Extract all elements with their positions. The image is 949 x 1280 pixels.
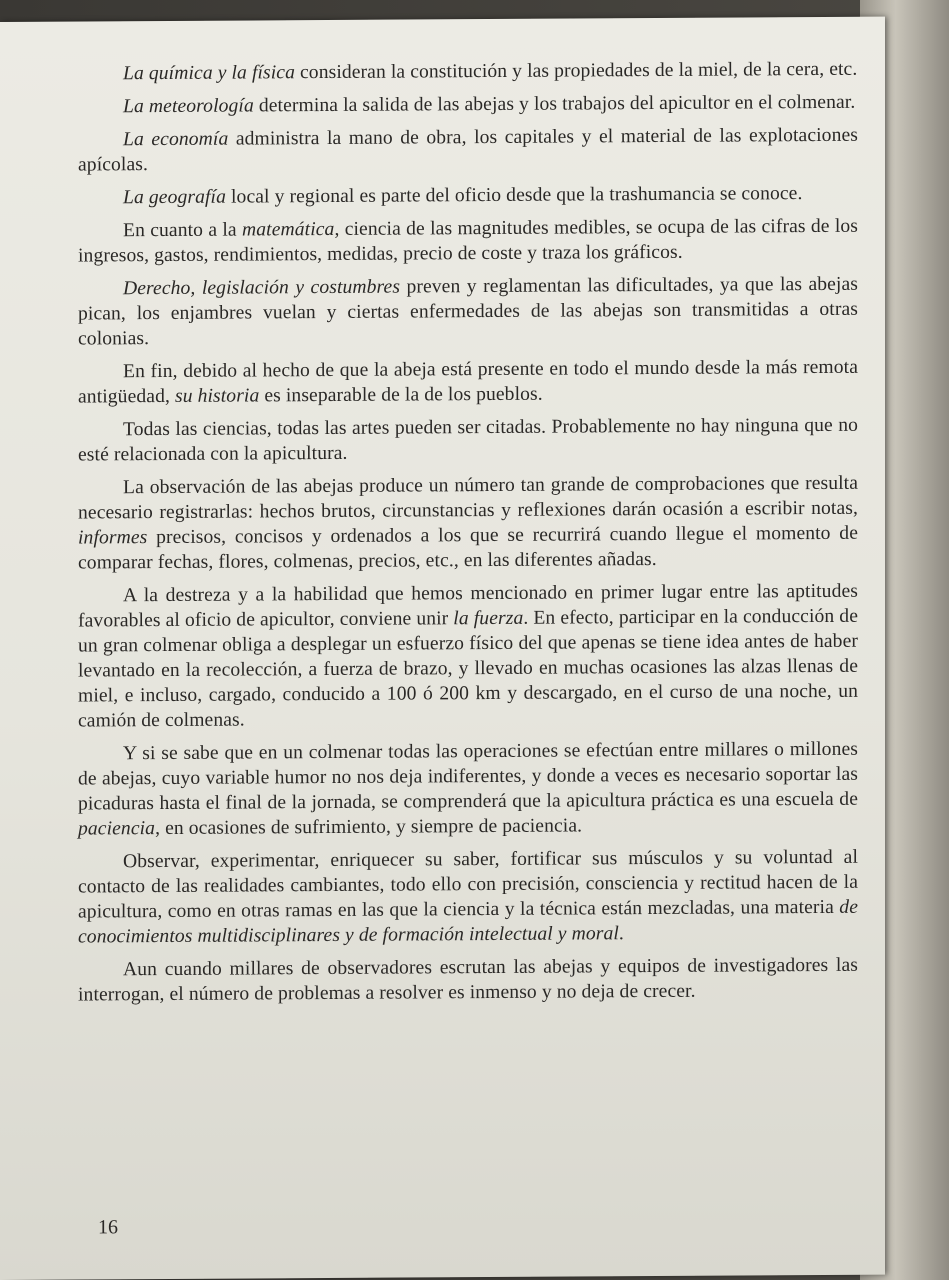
paragraph-text: En fin, debido al hecho de que la abeja está presente en todo el mundo desde la más remota antigüedad,	[78, 356, 858, 408]
paragraph	[78, 953, 858, 1008]
paragraph-text: consideran la constitución y las propiedades de la miel, de la cera, etc.	[295, 58, 858, 84]
paragraph-text: , ciencia de las magnitudes medibles, se ocupa de las cifras de los ingresos, gastos, rendimientos, medidas, precio de coste y traza los gráficos.	[78, 215, 858, 267]
italic-text: su historia	[174, 385, 260, 407]
paragraph-text: determina la salida de las abejas y los trabajos del apicultor en el colmenar.	[253, 91, 856, 117]
paragraph-text: Observar, experimentar, enriquecer su saber, fortificar sus músculos y su voluntad al contacto de las realidades cambiantes, todo ello con precisión, consciencia y rectitud hacen de la apicultura, como en otras ramas en las que la ciencia y la técnica están mezcladas, una materia	[78, 846, 858, 923]
italic-text: matemática	[242, 218, 335, 241]
paragraph	[78, 737, 858, 842]
italic-text: paciencia	[78, 818, 156, 840]
italic-text: informes	[78, 527, 148, 549]
italic-text: La meteorología	[123, 95, 254, 118]
paragraph-text: En cuanto a la	[123, 219, 243, 242]
paragraph	[78, 90, 858, 120]
italic-text: Derecho, legislación y costumbres	[123, 276, 401, 300]
paragraph	[78, 579, 858, 734]
book-page	[0, 17, 885, 1280]
page-number: 16	[98, 1216, 118, 1239]
paragraph-text: La observación de las abejas produce un número tan grande de comprobaciones que resulta necesario registrarlas: hechos brutos, circunstancias y reflexiones darán ocasión a escribir notas,	[78, 472, 858, 524]
paragraph	[78, 181, 858, 211]
italic-text: La química y la física	[123, 62, 295, 85]
paragraph-text: , en ocasiones de sufrimiento, y siempre de paciencia.	[155, 815, 583, 840]
italic-text: La geografía	[123, 186, 226, 209]
paragraph-text: administra la mano de obra, los capitales y el material de las explotaciones apícolas.	[78, 124, 858, 176]
paragraph-text: Y si se sabe que en un colmenar todas las operaciones se efectúan entre millares o millones de abejas, cuyo variable humor no nos deja indiferentes, y donde a veces es necesario soportar las picaduras hasta el final de la jornada, se comprenderá que la apicultura práctica es una escuela de	[78, 738, 858, 815]
paragraph-text: es inseparable de la de los pueblos.	[259, 383, 543, 407]
paragraph	[78, 355, 858, 410]
paragraph-text: A la destreza y a la habilidad que hemos mencionado en primer lugar entre las aptitudes favorables al oficio de apicultor, conviene unir	[78, 580, 858, 632]
paragraph	[78, 57, 858, 87]
paragraph-text: local y regional es parte del oficio desde que la trashumancia se conoce.	[226, 183, 803, 208]
paragraph	[78, 214, 858, 269]
italic-text: de conocimientos multidisciplinares y de formación intelectual y moral	[78, 896, 858, 948]
paragraph	[78, 845, 858, 950]
paragraph	[78, 413, 858, 468]
italic-text: La economía	[123, 128, 229, 151]
paragraph-text: Todas las ciencias, todas las artes pueden ser citadas. Probablemente no hay ninguna que no esté relacionada con la apicultura.	[78, 414, 858, 466]
paragraph-text: Aun cuando millares de observadores escrutan las abejas y equipos de investigadores las interrogan, el número de problemas a resolver es inmenso y no deja de crecer.	[78, 954, 858, 1006]
paragraph	[78, 272, 858, 352]
paragraph-text: . En efecto, participar en la conducción de un gran colmenar obliga a desplegar un esfuerzo físico del que apenas se tiene idea antes de haber levantado en la recolección, a fuerza de brazo, y llevado en muchas ocasiones las alzas llenas de miel, e incluso, cargado, conducido a 100 ó 200 km y descargado, en el curso de una noche, un camión de colmenas.	[78, 605, 858, 732]
paragraph	[78, 123, 858, 178]
body-text	[78, 57, 858, 1016]
paragraph	[78, 471, 858, 576]
italic-text: la fuerza	[453, 607, 524, 630]
paragraph-text: .	[618, 923, 624, 945]
paragraph-text: precisos, concisos y ordenados a los que se recurrirá cuando llegue el momento de comparar fechas, flores, colmenas, precios, etc., en las diferentes añadas.	[78, 522, 858, 574]
paragraph-text: preven y reglamentan las dificultades, ya que las abejas pican, los enjambres vuelan y ciertas enfermedades de las abejas son transmitidas a otras colonias.	[78, 273, 858, 350]
